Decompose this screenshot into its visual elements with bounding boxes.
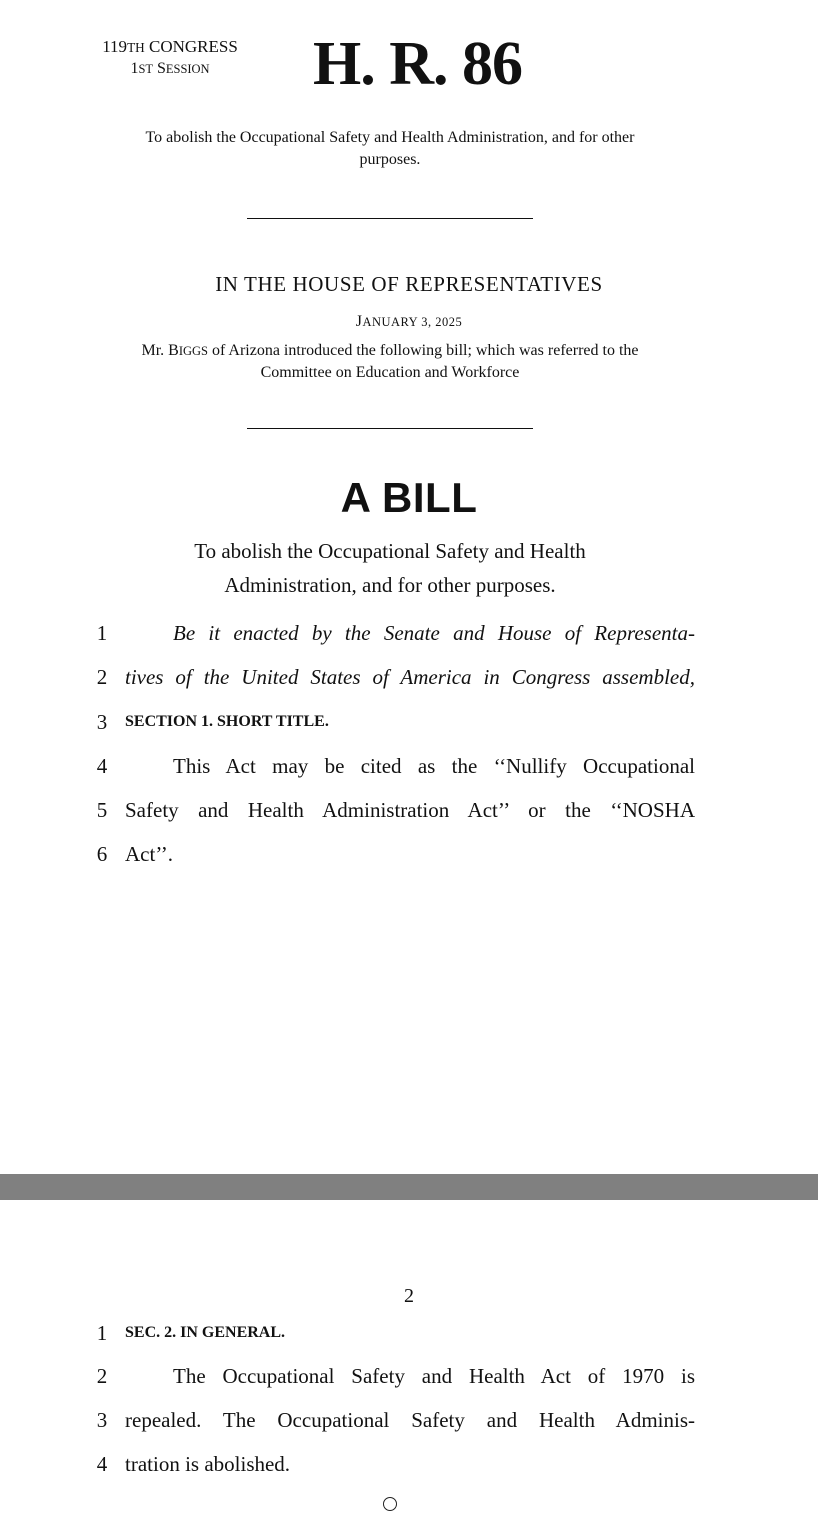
line-number: 6: [96, 842, 108, 866]
bill-text: tration is abolished.: [125, 1452, 291, 1476]
bill-description: To abolish the Occupational Safety and Health Administration, and for other purposes.: [194, 539, 586, 597]
bill-heading: A BILL: [340, 474, 478, 521]
enacting-clause: tives of the United States of America in Congress assembled,: [125, 665, 695, 689]
congress-session-block: [70, 36, 270, 80]
chamber-heading: IN THE HOUSE OF REPRESENTATIVES: [215, 272, 603, 296]
line-number: 1: [96, 1321, 108, 1345]
page-break-bar: [0, 1174, 818, 1200]
session-label: 1ST SESSION: [130, 60, 210, 77]
page-number: 2: [404, 1285, 414, 1307]
bill-line: [0, 1311, 818, 1355]
bill-line: [0, 1442, 818, 1486]
bill-line: [0, 788, 818, 832]
line-number: 4: [96, 1452, 108, 1476]
bill-line: [0, 744, 818, 788]
line-number: 5: [96, 798, 108, 822]
header-title: To abolish the Occupational Safety and Health Administration, and for other purposes.: [145, 129, 635, 168]
bill-number: H. R. 86: [313, 30, 522, 98]
line-number: 2: [96, 1364, 108, 1388]
enacting-clause: Be it enacted by the Senate and House of Representa-: [173, 621, 695, 645]
line-number: 3: [96, 1408, 108, 1432]
bill-text: The Occupational Safety and Health Act of 1970 is: [173, 1364, 695, 1388]
bill-line: [0, 832, 818, 876]
end-of-bill-circle-icon: [383, 1497, 397, 1511]
divider-rule-bottom: [247, 428, 533, 429]
section-title: SECTION 1. SHORT TITLE.: [125, 713, 329, 730]
bill-text: Safety and Health Administration Act’’ or the ‘‘NOSHA: [125, 798, 695, 822]
divider-rule-top: [247, 218, 533, 219]
bill-line: [0, 655, 818, 699]
introduction-statement: Mr. BIGGS of Arizona introduced the following bill; which was referred to the Committee on Education and Workforce: [141, 342, 639, 381]
sponsor-name: BIGGS: [168, 342, 208, 359]
line-number: 3: [96, 710, 108, 734]
line-number: 1: [96, 621, 108, 645]
bill-line: [0, 700, 818, 744]
session-word: SESSION: [157, 60, 210, 77]
bill-text: This Act may be cited as the ‘‘Nullify Occupational: [173, 754, 695, 778]
section-title: SEC. 2. IN GENERAL.: [125, 1324, 286, 1341]
line-number: 2: [96, 665, 108, 689]
bill-text: repealed. The Occupational Safety and Health Adminis-: [125, 1408, 695, 1432]
bill-line: [0, 611, 818, 655]
line-number: 4: [96, 754, 108, 778]
bill-line: [0, 1398, 818, 1442]
bill-text: Act’’.: [125, 842, 173, 866]
bill-line: [0, 1354, 818, 1398]
introduction-date: JANUARY 3, 2025: [355, 313, 463, 330]
congress-label: 119TH CONGRESS: [102, 37, 238, 56]
